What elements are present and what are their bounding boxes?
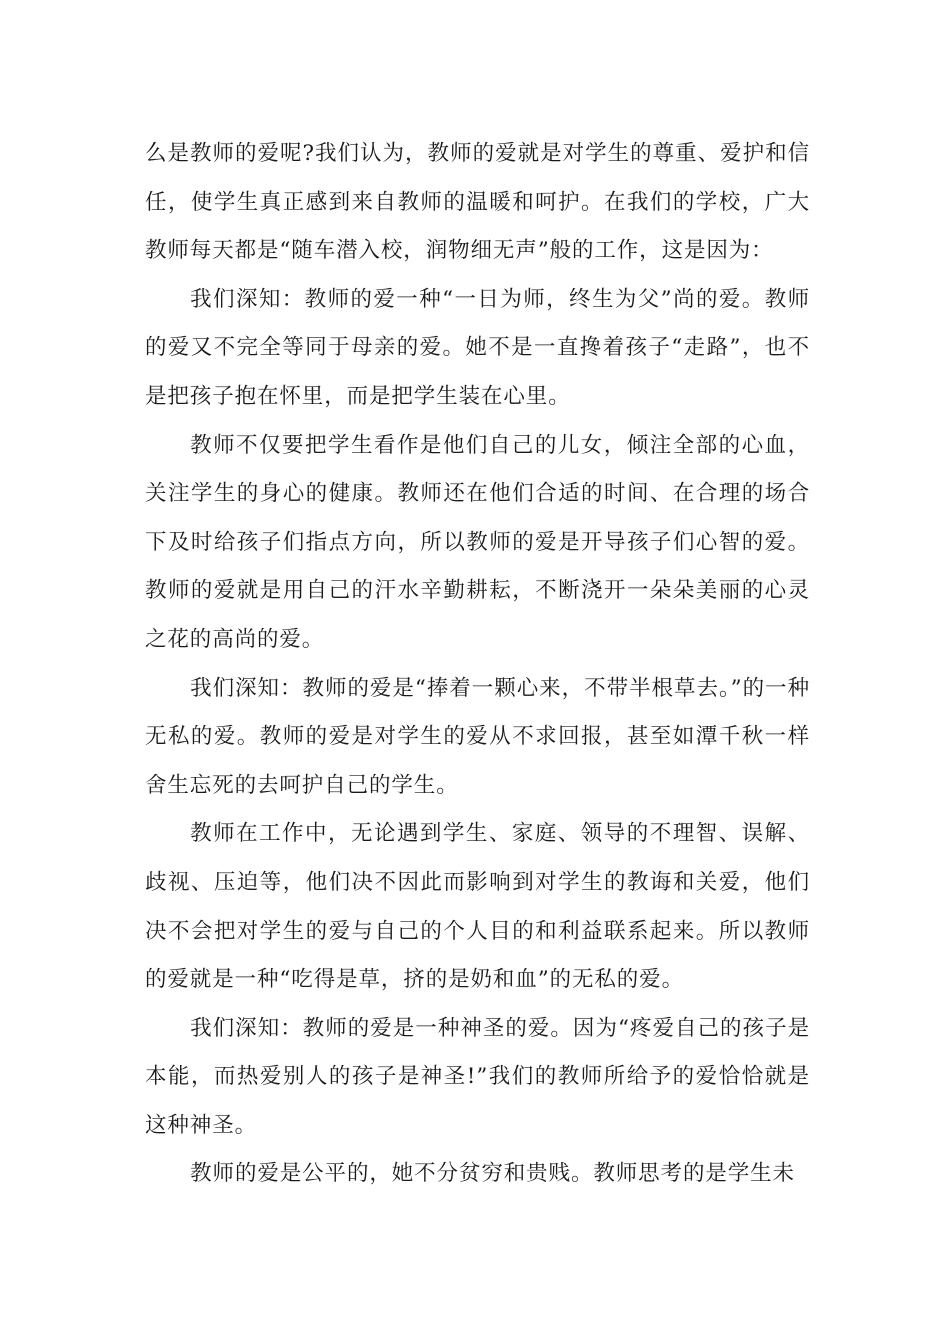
document-body [145, 130, 810, 1199]
paragraph: 我们深知：教师的爱是“捧着一颗心来，不带半根草去。”的一种无私的爱。教师的爱是对学生的爱从不求回报，甚至如潭千秋一样舍生忘死的去呵护自己的学生。 [145, 675, 810, 798]
paragraph: 我们深知：教师的爱是一种神圣的爱。因为“疼爱自己的孩子是本能，而热爱别人的孩子是神圣!”我们的教师所给予的爱恰恰就是这种神圣。 [145, 1015, 810, 1138]
paragraph-continuation: 么是教师的爱呢?我们认为，教师的爱就是对学生的尊重、爱护和信任，使学生真正感到来自教师的温暖和呵护。在我们的学校，广大教师每天都是“随车潜入校，润物细无声”般的工作，这是因为： [145, 141, 810, 264]
paragraph: 我们深知：教师的爱一种“一日为师，终生为父”尚的爱。教师的爱又不完全等同于母亲的爱。她不是一直搀着孩子“走路”，也不是把孩子抱在怀里，而是把学生装在心里。 [145, 286, 810, 409]
paragraph: 教师在工作中，无论遇到学生、家庭、领导的不理智、误解、歧视、压迫等，他们决不因此而影响到对学生的教诲和关爱，他们决不会把对学生的爱与自己的个人目的和利益联系起来。所以教师的爱就是一种“吃得是草，挤的是奶和血”的无私的爱。 [145, 821, 810, 993]
paragraph: 教师不仅要把学生看作是他们自己的儿女，倾注全部的心血，关注学生的身心的健康。教师还在他们合适的时间、在合理的场合下及时给孩子们指点方向，所以教师的爱是开导孩子们心智的爱。教师的爱就是用自己的汗水辛勤耕耘，不断浇开一朵朵美丽的心灵之花的高尚的爱。 [145, 432, 810, 652]
paragraph: 教师的爱是公平的，她不分贫穷和贵贱。教师思考的是学生未 [190, 1161, 795, 1187]
